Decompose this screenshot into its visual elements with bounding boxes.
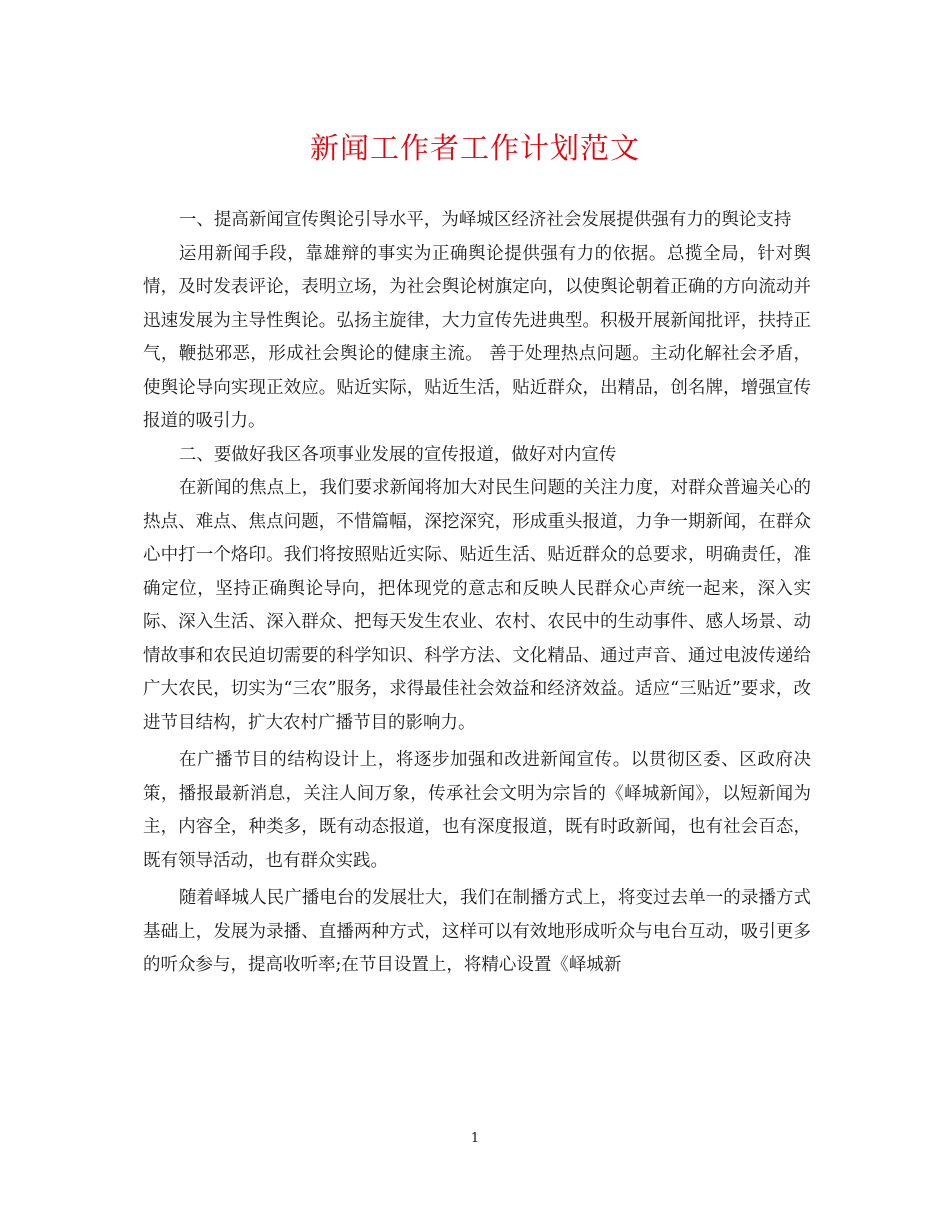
section-heading-2: 二、要做好我区各项事业发展的宣传报道，做好对内宣传 (178, 444, 617, 465)
page-title: 新闻工作者工作计划范文 (309, 131, 640, 165)
page-number: 1 (470, 1131, 480, 1146)
body-paragraph: 随着峄城人民广播电台的发展壮大，我们在制播方式上，将变过去单一的录播方式基础上，发展为录播、直播两种方式，这样可以有效地形成听众与电台互动，吸引更多的听众参与，提高收听率;在节目设置上，将精心设置《峄城新 (143, 888, 811, 975)
section-heading-1: 一、提高新闻宣传舆论引导水平，为峄城区经济社会发展提供强有力的舆论支持 (178, 210, 792, 230)
body-paragraph: 在广播节目的结构设计上，将逐步加强和改进新闻宣传。以贯彻区委、区政府决策，播报最新消息，关注人间万象，传承社会文明为宗旨的《峄城新闻》，以短新闻为主，内容全，种类多，既有动态报道，也有深度报道，既有时政新闻，也有社会百态，既有领导活动，也有群众实践。 (143, 750, 811, 871)
body-paragraph: 在新闻的焦点上，我们要求新闻将加大对民生问题的关注力度，对群众普遍关心的热点、难点、焦点问题，不惜篇幅，深挖深究，形成重头报道，力争一期新闻，在群众心中打一个烙印。我们将按照贴近实际、贴近生活、贴近群众的总要求，明确责任，准确定位，坚持正确舆论导向，把体现党的意志和反映人民群众心声统一起来，深入实际、深入生活、深入群众、把每天发生农业、农村、农民中的生动事件、感人场景、动情故事和农民迫切需要的科学知识、科学方法、文化精品、通过声音、通过电波传递给广大农民，切实为“三农”服务，求得最佳社会效益和经济效益。适应“三贴近”要求，改进节目结构，扩大农村广播节目的影响力。 (143, 478, 811, 733)
body-paragraph: 运用新闻手段，靠雄辩的事实为正确舆论提供强有力的依据。总揽全局，针对舆情，及时发表评论，表明立场，为社会舆论树旗定向，以使舆论朝着正确的方向流动并迅速发展为主导性舆论。弘扬主旋律，大力宣传先进典型。积极开展新闻批评，扶持正气，鞭挞邪恶，形成社会舆论的健康主流。 善于处理热点问题。主动化解社会矛盾，使舆论导向实现正效应。贴近实际，贴近生活，贴近群众，出精品，创名牌，增强宣传报道的吸引力。 (143, 243, 811, 431)
document-body (143, 204, 811, 983)
